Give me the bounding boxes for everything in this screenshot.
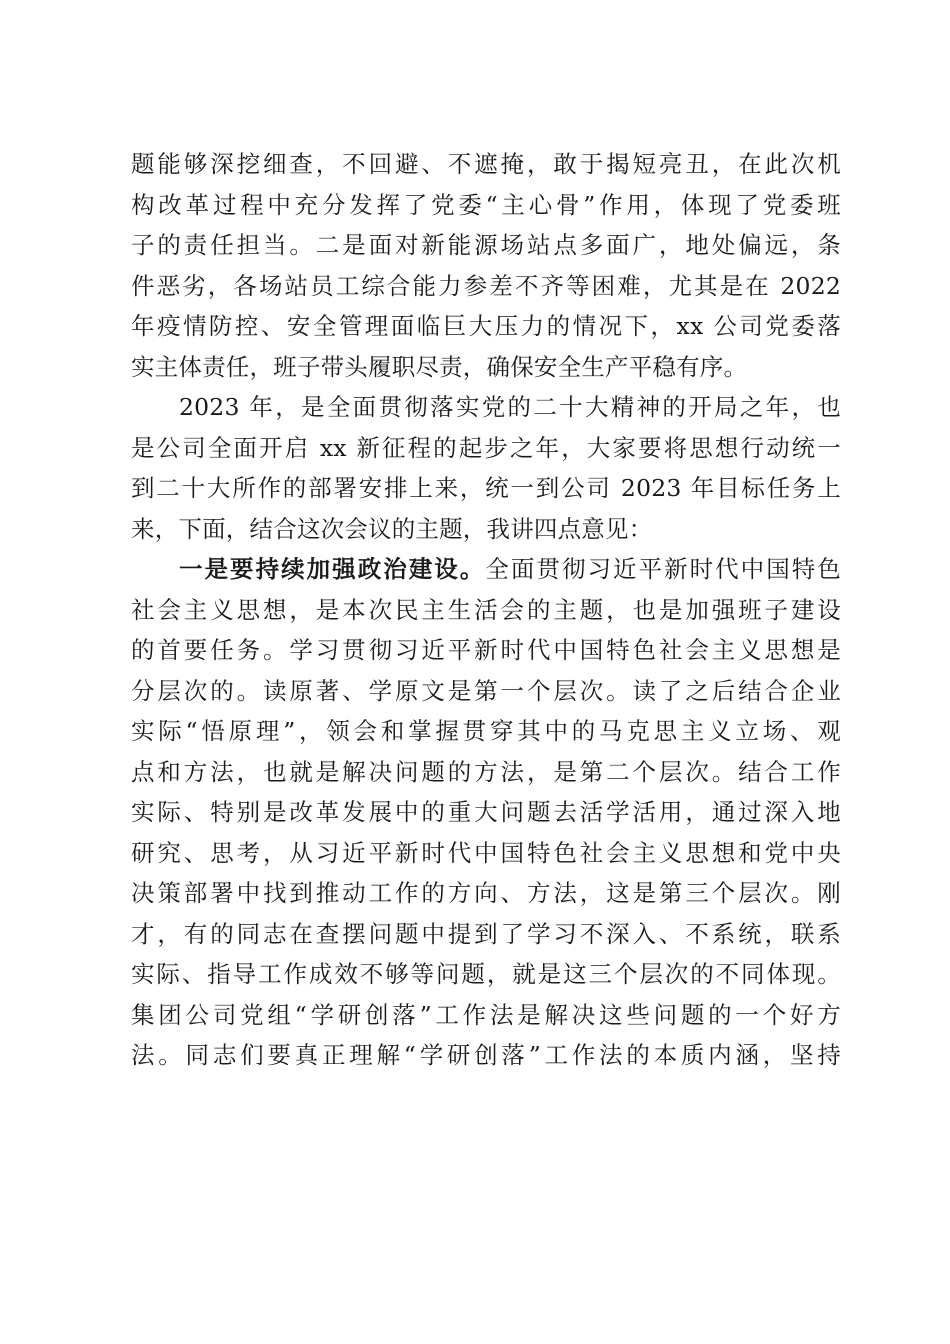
text-line: 点和方法，也就是解决问题的方法，是第二个层次。结合工作 bbox=[131, 757, 841, 786]
text-line: 分层次的。读原著、学原文是第一个层次。读了之后结合企业 bbox=[131, 676, 841, 705]
paragraph-2 bbox=[131, 387, 841, 549]
text-line: 件恶劣，各场站员工综合能力参差不齐等困难，尤其是在 2022 bbox=[131, 271, 841, 300]
text-line: 2023 年，是全面贯彻落实党的二十大精神的开局之年，也 bbox=[179, 393, 841, 421]
paragraph-1 bbox=[131, 144, 841, 387]
paragraph-lead-text: 全面贯彻习近平新时代中国特色 bbox=[485, 555, 841, 583]
text-line: 实际、指导工作成效不够等问题，就是这三个层次的不同体现。 bbox=[131, 960, 841, 988]
paragraph-lead-heading: 一是要持续加强政治建设。 bbox=[179, 555, 486, 583]
text-line: 实际“悟原理”，领会和掌握贯穿其中的马克思主义立场、观 bbox=[131, 717, 841, 745]
text-line: 年疫情防控、安全管理面临巨大压力的情况下，xx 公司党委落 bbox=[131, 312, 841, 340]
text-line: 是公司全面开启 xx 新征程的起步之年，大家要将思想行动统一 bbox=[131, 433, 841, 462]
text-line: 构改革过程中充分发挥了党委“主心骨”作用，体现了党委班 bbox=[131, 190, 841, 219]
text-line: 研究、思考，从习近平新时代中国特色社会主义思想和党中央 bbox=[131, 838, 841, 867]
text-line: 实主体责任，班子带头履职尽责，确保安全生产平稳有序。 bbox=[131, 352, 748, 381]
text-line: 决策部署中找到推动工作的方向、方法，这是第三个层次。刚 bbox=[131, 879, 841, 907]
paragraph-3 bbox=[131, 549, 841, 1076]
text-line: 实际、特别是改革发展中的重大问题去活学活用，通过深入地 bbox=[131, 798, 841, 826]
text-line bbox=[131, 549, 841, 590]
text-line: 社会主义思想，是本次民主生活会的主题，也是加强班子建设 bbox=[131, 595, 841, 624]
text-line: 才，有的同志在查摆问题中提到了学习不深入、不系统，联系 bbox=[131, 919, 841, 948]
text-line: 的首要任务。学习贯彻习近平新时代中国特色社会主义思想是 bbox=[131, 636, 841, 664]
text-line: 到二十大所作的部署安排上来，统一到公司 2023 年目标任务上 bbox=[131, 474, 841, 502]
text-line: 来，下面，结合这次会议的主题，我讲四点意见： bbox=[131, 514, 653, 543]
text-line: 子的责任担当。二是面对新能源场站点多面广，地处偏远，条 bbox=[131, 231, 841, 259]
text-line: 集团公司党组“学研创落”工作法是解决这些问题的一个好方 bbox=[131, 1000, 841, 1029]
document-body bbox=[131, 144, 841, 1076]
text-line: 法。同志们要真正理解“学研创落”工作法的本质内涵，坚持 bbox=[131, 1041, 841, 1069]
text-line: 题能够深挖细查，不回避、不遮掩，敢于揭短亮丑，在此次机 bbox=[131, 150, 841, 178]
